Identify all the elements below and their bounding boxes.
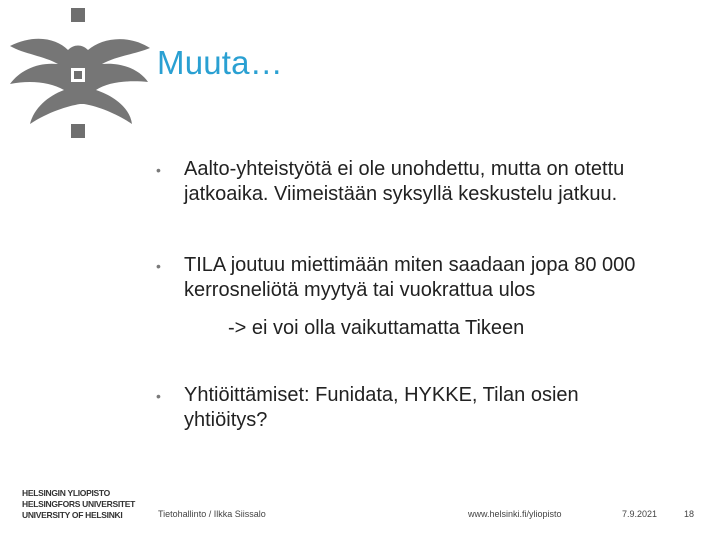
bullet-item — [152, 157, 704, 207]
bullet-marker: • — [156, 388, 161, 404]
bullet-text: Aalto-yhteistyötä ei ole unohdettu, mutta on otettu jatkoaika. Viimeistään syksyllä keskustelu jatkuu. — [184, 158, 625, 205]
footer-page-number: 18 — [684, 509, 695, 519]
bullet-text: Yhtiöittämiset: Funidata, HYKKE, Tilan osien yhtiöitys? — [184, 384, 579, 431]
bullet-text: TILA joutuu miettimään miten saadaan jopa 80 000 kerrosneliötä myytyä tai vuokrattua ulos — [184, 254, 636, 301]
university-name-fi: HELSINGIN YLIOPISTO — [22, 488, 110, 498]
footer-url: www.helsinki.fi/yliopisto — [468, 509, 562, 519]
sub-line: -> ei voi olla vaikuttamatta Tikeen — [228, 317, 525, 339]
university-name-sv: HELSINGFORS UNIVERSITET — [22, 499, 136, 509]
bullet-item — [152, 253, 704, 303]
bullet-item — [152, 383, 654, 433]
slide-title: Muuta… — [157, 44, 283, 81]
footer-author: Tietohallinto / Ilkka Siissalo — [158, 509, 266, 519]
university-logo-icon — [4, 4, 154, 144]
footer-date: 7.9.2021 — [622, 509, 658, 519]
university-name-en: UNIVERSITY OF HELSINKI — [22, 510, 123, 520]
bullet-marker: • — [156, 162, 161, 178]
university-name — [22, 488, 135, 521]
bullet-marker: • — [156, 258, 161, 274]
